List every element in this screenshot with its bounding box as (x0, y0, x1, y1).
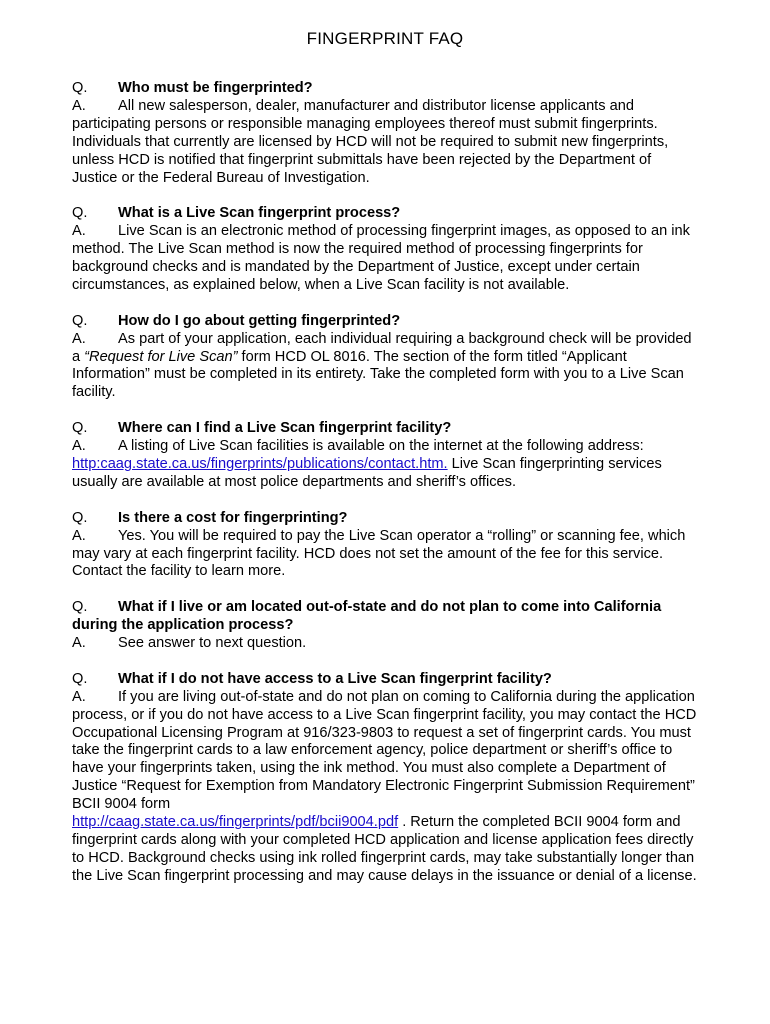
answer-text-start: As part of your application, each individual requiring a background check will be provided a (72, 330, 692, 365)
faq-item (72, 599, 698, 653)
bcii-9004-form-link[interactable]: http://caag.state.ca.us/fingerprints/pdf/bcii9004.pdf (72, 814, 399, 831)
question-label: Q. (72, 205, 88, 222)
answer-row (72, 98, 698, 188)
question-text-line-1: What if I live or am located out-of-state and do not plan to come into California (118, 599, 662, 616)
answer-text-end: . Return the completed BCII 9004 form and fingerprint cards along with your completed HCD application and license application fees directly to HCD. Background checks using ink rolled fingerprint cards, may take substantially longer than the Live Scan fingerprint processing and may cause delays in the issuance or denial of a license. (72, 814, 697, 884)
answer-label: A. (72, 527, 86, 544)
question-text: What is a Live Scan fingerprint process? (118, 205, 401, 222)
question-label: Q. (72, 420, 88, 437)
answer-text: All new salesperson, dealer, manufacturer and distributor license applicants and participating persons or responsible managing employees thereof must submit fingerprints. Individuals that currently are licensed by HCD will not be required to submit new fingerprints, unless HCD is notified that fingerprint submittals have been rejected by the Department of Justice or the Federal Bureau of Investigation. (72, 97, 669, 186)
faq-item (72, 205, 698, 295)
question-label: Q. (72, 80, 88, 96)
question-text: Where can I find a Live Scan fingerprint facility? (118, 420, 452, 437)
question-label: Q. (72, 312, 88, 329)
answer-row (72, 635, 698, 653)
question-row (72, 80, 698, 98)
question-text: What if I do not have access to a Live Scan fingerprint facility? (118, 670, 552, 687)
question-row-continued (72, 617, 698, 635)
answer-row (72, 331, 698, 403)
faq-list (72, 80, 698, 904)
question-text-line-2: during the application process? (72, 617, 294, 634)
answer-label: A. (72, 688, 86, 705)
answer-text: Yes. You will be required to pay the Live Scan operator a “rolling” or scanning fee, which may vary at each fingerprint facility. HCD does not set the amount of the fee for this service. Contact the facility to learn more. (72, 527, 686, 580)
answer-row (72, 223, 698, 295)
faq-item (72, 313, 698, 403)
faq-item (72, 510, 698, 582)
live-scan-locations-link[interactable]: http:caag.state.ca.us/fingerprints/publications/contact.htm. (72, 455, 448, 472)
answer-row (72, 689, 698, 886)
answer-text-end: Live Scan fingerprinting services usually are available at most police departments and sheriff’s offices. (72, 455, 662, 490)
faq-item (72, 671, 698, 886)
question-row (72, 599, 698, 617)
question-label: Q. (72, 670, 88, 687)
question-row (72, 205, 698, 223)
answer-label: A. (72, 97, 86, 114)
answer-label: A. (72, 438, 86, 455)
question-label: Q. (72, 599, 88, 616)
answer-row (72, 438, 698, 492)
question-text: Is there a cost for fingerprinting? (118, 509, 348, 526)
page-title: FINGERPRINT FAQ (306, 29, 464, 48)
question-row (72, 420, 698, 438)
question-row (72, 510, 698, 528)
answer-text: See answer to next question. (118, 635, 307, 652)
answer-text-end: form HCD OL 8016. The section of the form titled “Applicant Information” must be completed in its entirety. Take the completed form with you to a Live Scan facility. (72, 348, 684, 401)
question-label: Q. (72, 509, 88, 526)
faq-item (72, 80, 698, 187)
question-text: Who must be fingerprinted? (118, 80, 313, 96)
question-row (72, 671, 698, 689)
answer-text-start: A listing of Live Scan facilities is available on the internet at the following address: (118, 438, 644, 455)
form-name-italic: “Request for Live Scan” (84, 348, 238, 365)
question-row (72, 313, 698, 331)
answer-row (72, 528, 698, 582)
answer-label: A. (72, 330, 86, 347)
answer-text-start: If you are living out-of-state and do not plan on coming to California during the application process, or if you do not have access to a Live Scan fingerprint facility, you may contact the HCD Occupational Licensing Program at 916/323-9803 to request a set of fingerprint cards. You must take the fingerprint cards to a law enforcement agency, police department or sheriff’s office to have your fingerprints taken, using the ink method. You must also complete a Department of Justice “Request for Exemption from Mandatory Electronic Fingerprint Submission Requirement” BCII 9004 form (72, 688, 697, 813)
answer-label: A. (72, 635, 86, 652)
answer-label: A. (72, 223, 86, 240)
answer-text: Live Scan is an electronic method of processing fingerprint images, as opposed to an ink method. The Live Scan method is now the required method of processing fingerprints for background checks and is mandated by the Department of Justice, except under certain circumstances, as explained below, when a Live Scan facility is not available. (72, 223, 690, 293)
faq-item (72, 420, 698, 492)
question-text: How do I go about getting fingerprinted? (118, 312, 401, 329)
